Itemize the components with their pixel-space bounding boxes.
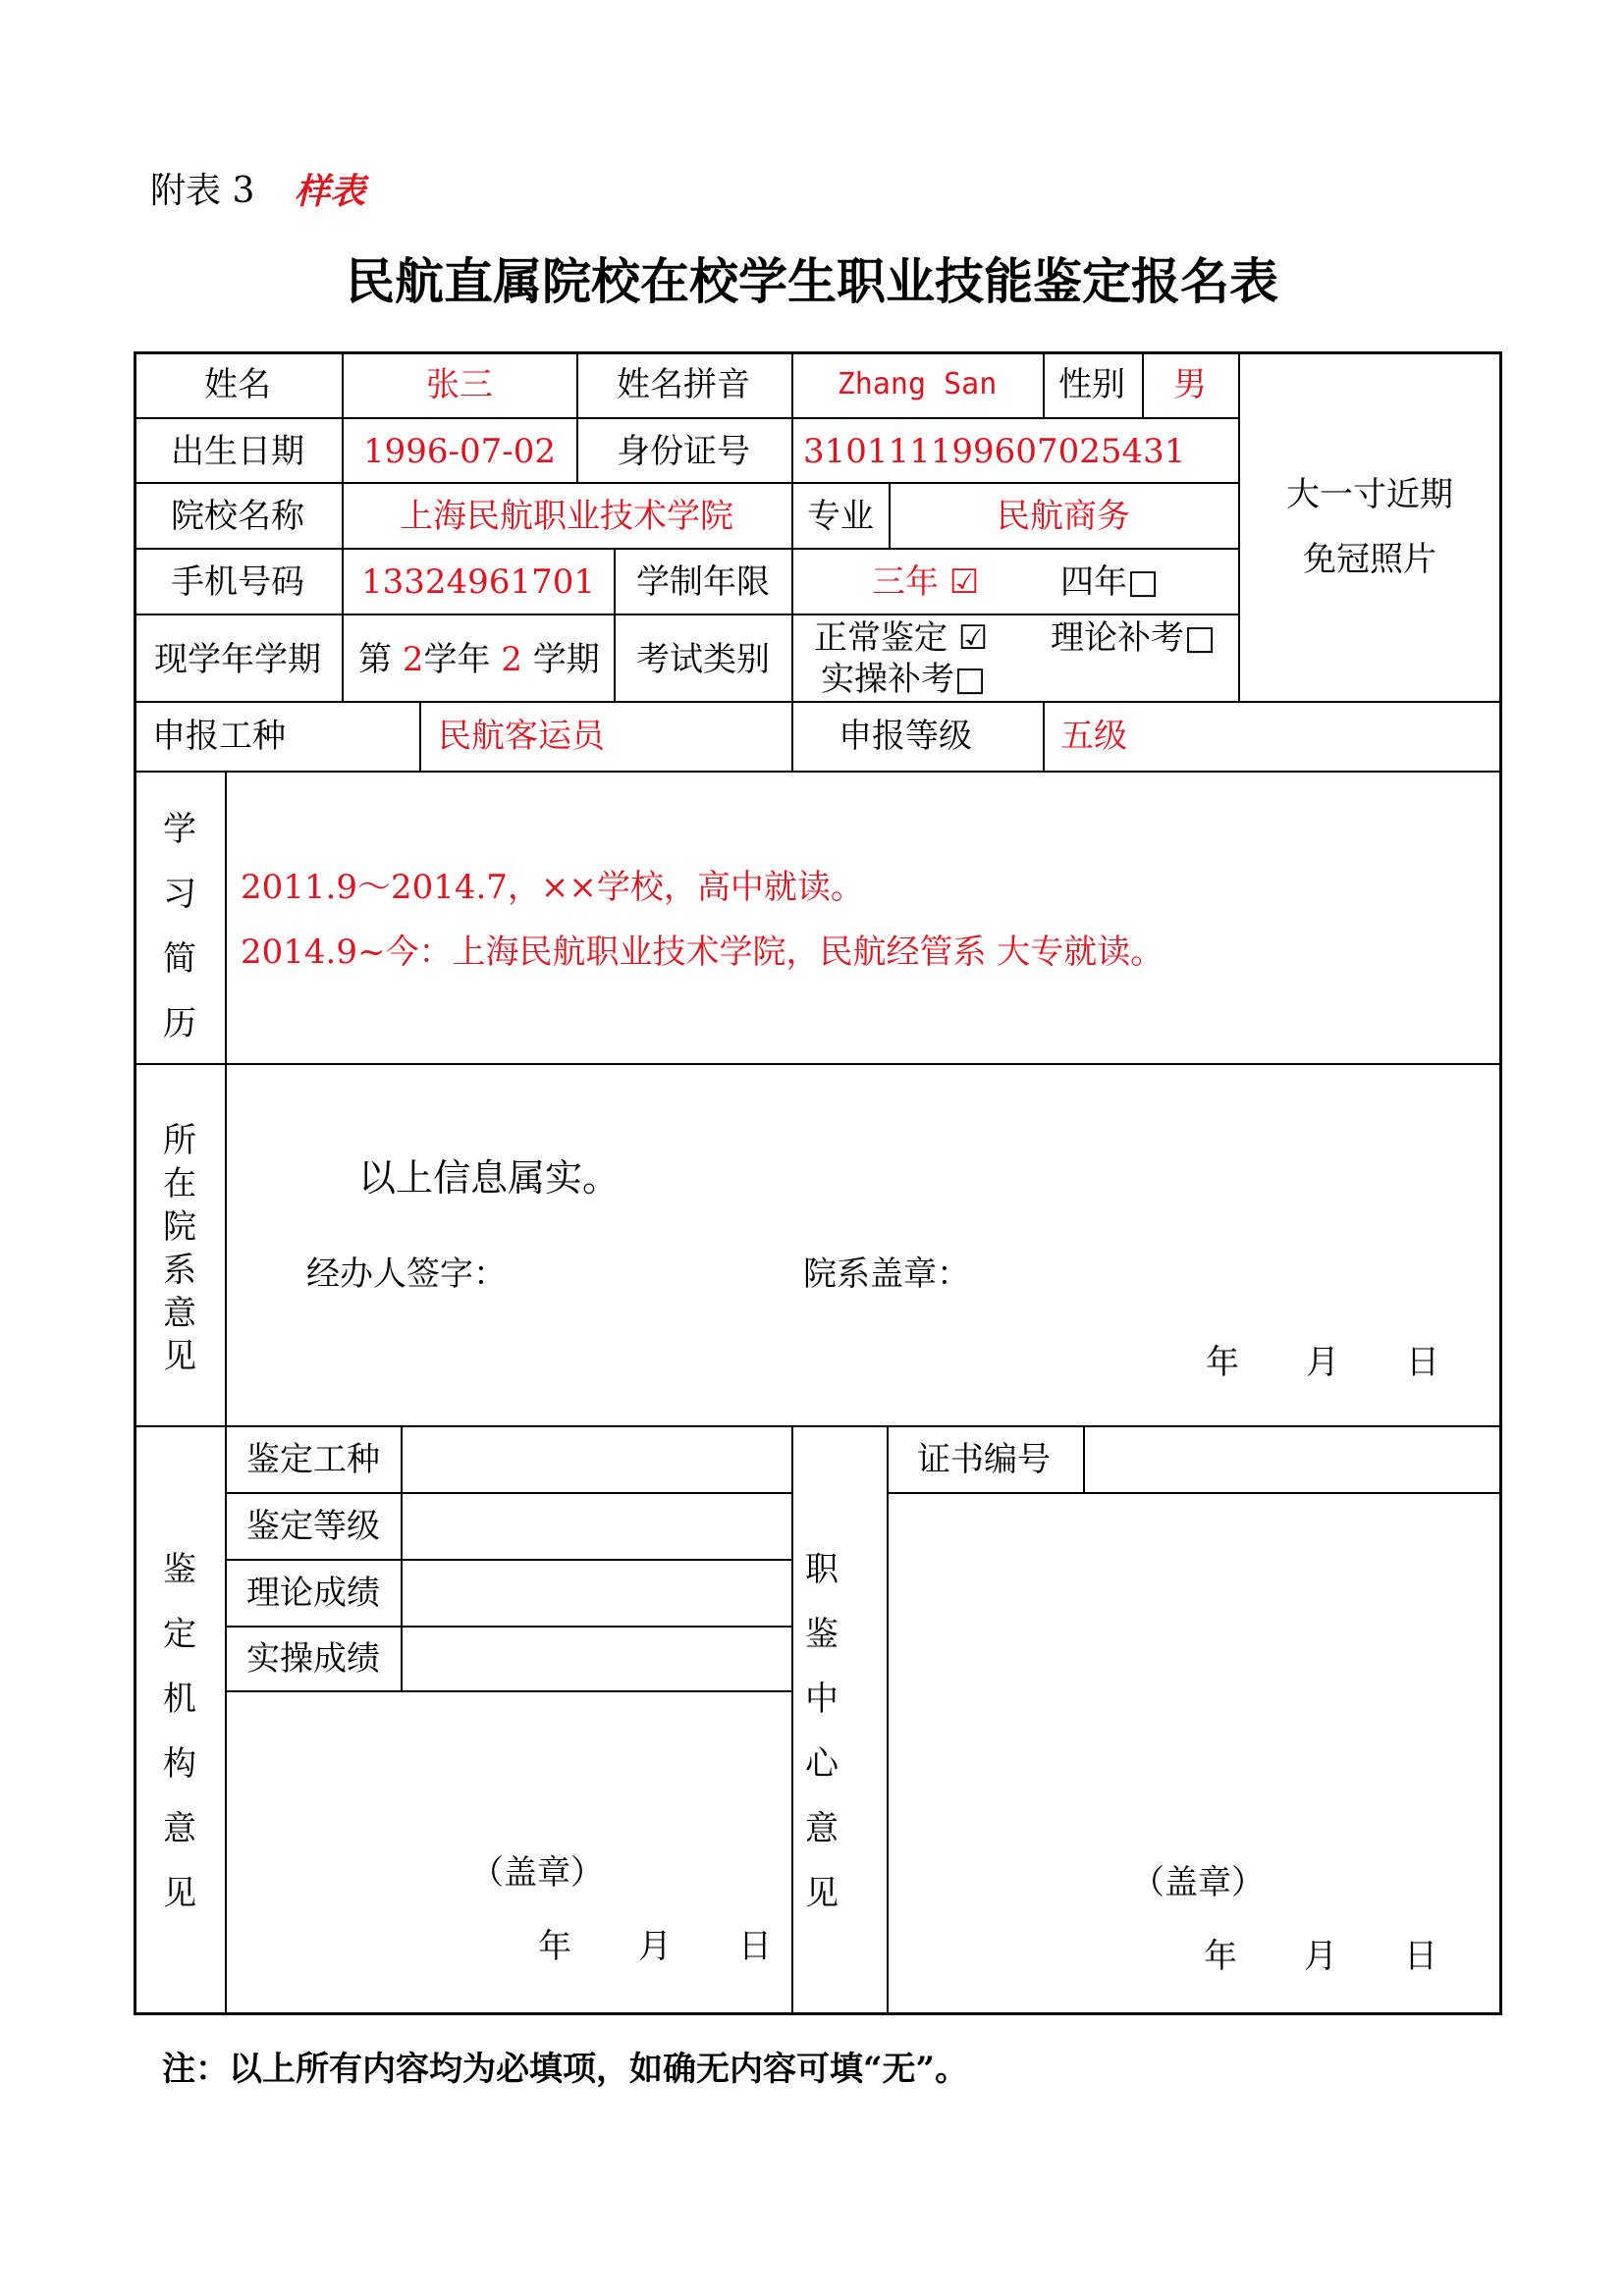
duration-label: 学制年限 (636, 562, 770, 602)
study-history-label: 学 习 简 历 (163, 810, 196, 1043)
study-history-line1: 2011.9～2014.7，××学校，高中就读。 (241, 868, 864, 907)
level-label: 申报等级 (839, 717, 972, 756)
gender-label: 性别 (1058, 365, 1125, 404)
current-term: 第 2学年 2 学期 (358, 640, 600, 679)
dept-seal-label: 院系盖章： (803, 1255, 970, 1294)
appendix-label: 附表 3 (150, 171, 255, 211)
practice-score-label: 实操成绩 (246, 1639, 380, 1679)
birth-value: 1996-07-02 (362, 432, 557, 471)
dept-opinion-label: 所 在 院 系 意 见 (163, 1121, 196, 1376)
dept-statement: 以上信息属实。 (358, 1156, 621, 1200)
study-history-line2: 2014.9~今：上海民航职业技术学院，民航经管系 大专就读。 (241, 933, 1164, 972)
center-seal-label: （盖章） (1131, 1863, 1265, 1902)
birth-label: 出生日期 (171, 432, 304, 471)
term-label: 现学年学期 (154, 640, 321, 679)
job-label: 申报工种 (152, 717, 286, 756)
id-value: 310111199607025431 (803, 432, 1186, 471)
dept-date: 年 月 日 (1206, 1343, 1439, 1382)
exam-option-practice[interactable]: 实操补考□ (821, 660, 987, 699)
job-value: 民航客运员 (438, 717, 605, 756)
phone-value: 13324961701 (361, 562, 595, 602)
pinyin-value: Zhang San (837, 367, 998, 401)
page-title: 民航直属院校在校学生职业技能鉴定报名表 (346, 252, 1278, 310)
level-value: 五级 (1060, 717, 1127, 756)
center-opinion-label: 职 鉴 中 心 意 见 (805, 1550, 839, 1913)
appraisal-opinion-label: 鉴 定 机 构 意 见 (163, 1550, 196, 1913)
dept-signer-label: 经办人签字： (306, 1255, 507, 1294)
exam-type-label: 考试类别 (636, 640, 770, 679)
exam-option-theory[interactable]: 理论补考□ (1051, 618, 1217, 658)
footer-note: 注：以上所有内容均为必填项，如确无内容可填“无”。 (162, 2050, 969, 2089)
appraisal-job-label: 鉴定工种 (246, 1440, 380, 1479)
duration-option-4yr[interactable]: 四年□ (1060, 562, 1160, 602)
appraisal-level-label: 鉴定等级 (246, 1507, 380, 1546)
phone-label: 手机号码 (171, 562, 304, 602)
major-label: 专业 (807, 497, 874, 536)
photo-placeholder-line1: 大一寸近期 (1286, 475, 1453, 514)
cert-number-label: 证书编号 (917, 1440, 1051, 1479)
id-label: 身份证号 (617, 432, 750, 471)
pinyin-label: 姓名拼音 (617, 365, 750, 404)
center-date: 年 月 日 (1204, 1937, 1437, 1976)
school-value: 上海民航职业技术学院 (400, 497, 733, 536)
appraisal-seal-label: （盖章） (470, 1853, 604, 1893)
theory-score-label: 理论成绩 (246, 1574, 380, 1613)
sample-label: 样表 (295, 171, 366, 212)
name-value: 张三 (426, 365, 493, 404)
appraisal-date: 年 月 日 (538, 1927, 772, 1966)
major-value: 民航商务 (997, 497, 1130, 536)
gender-value: 男 (1173, 365, 1207, 404)
duration-option-3yr[interactable]: 三年 ☑ (872, 562, 980, 602)
exam-option-normal[interactable]: 正常鉴定 ☑ (814, 618, 989, 658)
name-label: 姓名 (204, 365, 271, 404)
photo-placeholder-line2: 免冠照片 (1303, 540, 1436, 579)
school-label: 院校名称 (171, 497, 304, 536)
